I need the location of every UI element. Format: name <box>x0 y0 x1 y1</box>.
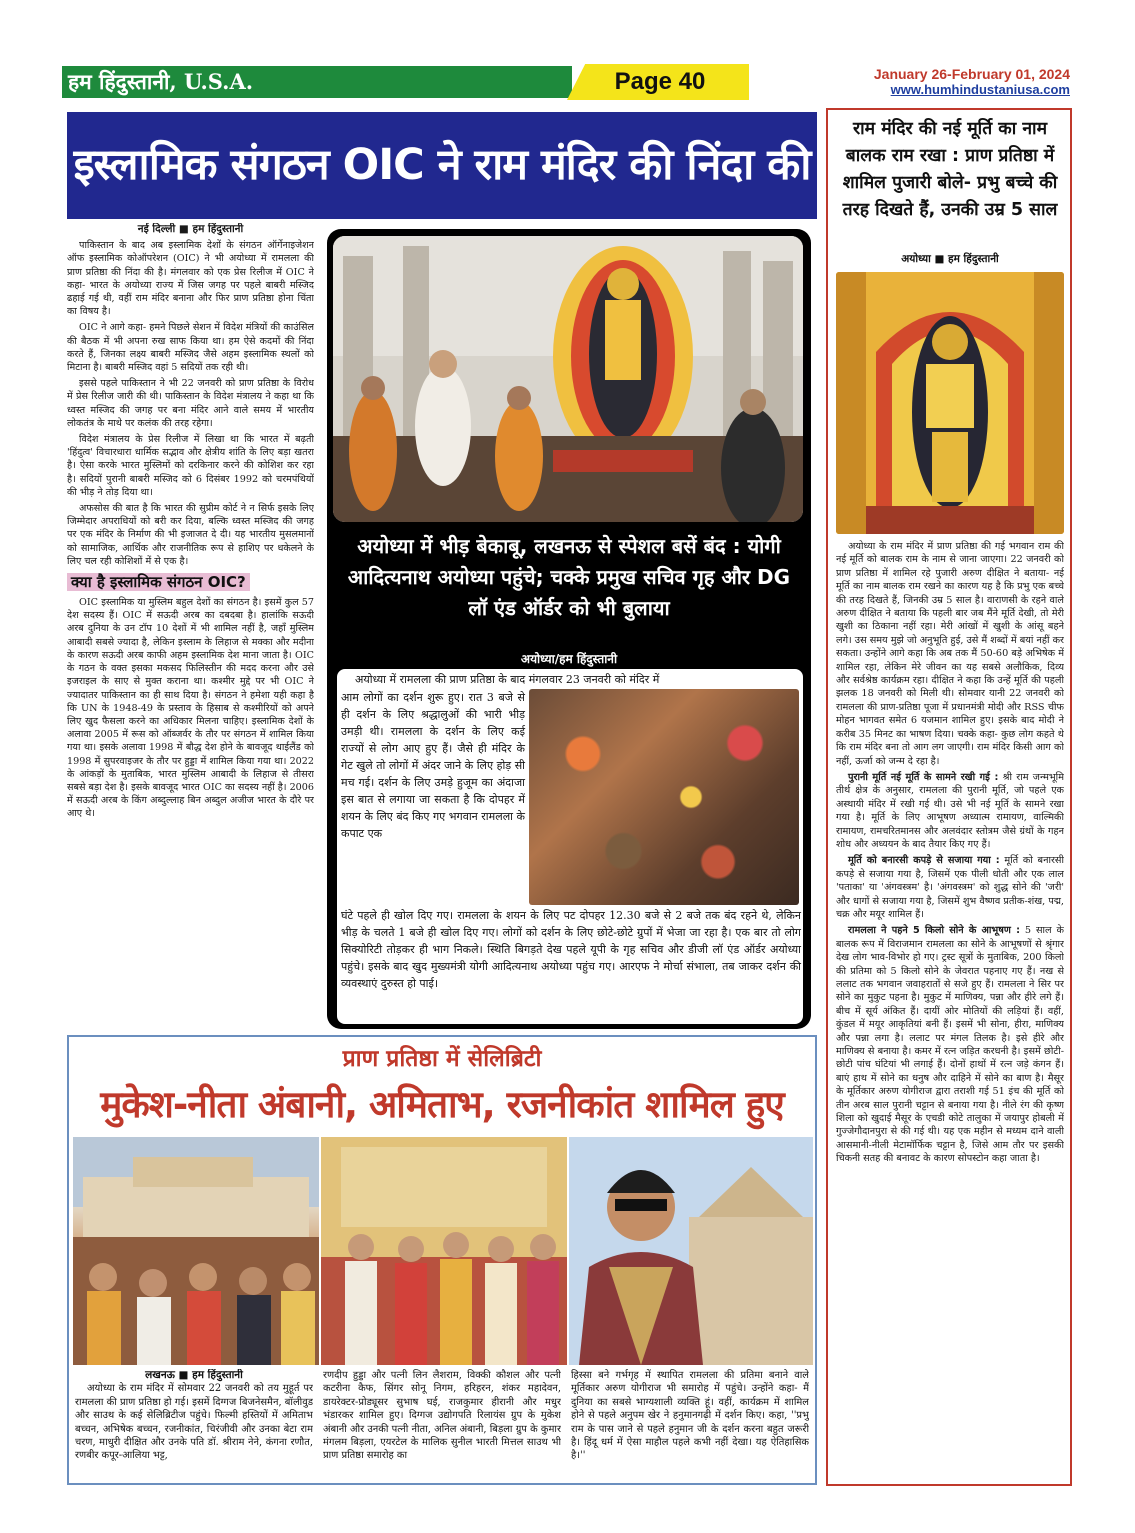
inline-subhead: पुरानी मूर्ति नई मूर्ति के सामने रखी गई : <box>848 771 999 783</box>
inline-subhead: मूर्ति को बनारसी कपड़े से सजाया गया : <box>848 855 1000 867</box>
celebrity-photo-portrait <box>569 1137 813 1365</box>
ceremony-illustration <box>333 236 803 522</box>
celebrity-title: मुकेश-नीता अंबानी, अमिताभ, रजनीकांत शामिल हुए <box>100 1083 784 1126</box>
paragraph-text: श्री राम जन्मभूमि तीर्थ क्षेत्र के अनुसार, रामलला की पुरानी मूर्ति, जो पहले एक अस्थायी मंदिर में रखी गई थी। उसे भी नई मूर्ति के सामने रखा गया है। मूर्ति के लिए आभूषण अध्यात्म रामायण, वाल्मिकी रामायण, रामचरितमानस और अलवंदार स्तोत्रम जैसे ग्रंथों के गहन शोध और अध्ययन के बाद तैयार किए गए हैं। <box>836 771 1064 850</box>
idol-illustration <box>836 272 1064 534</box>
balak-ram-article <box>826 108 1072 1486</box>
oic-paragraph: अफसोस की बात है कि भारत की सुप्रीम कोर्ट ने न सिर्फ इसके लिए जिम्मेदार अपराधियों को बरी कर दिया, बल्कि ध्वस्त मस्जिद की जगह पर एक मंदिर के निर्माण की भी इजाजत दे दी। यह भारतीय मुसलमानों को सामाजिक, आर्थिक और राजनीतिक रूप से हाशिए पर धकेलने के लिए चल रही कोशिशों में से एक है। <box>67 503 314 567</box>
oic-paragraph: विदेश मंत्रालय के प्रेस रिलीज में लिखा था कि भारत में बढ़ती 'हिंदुत्व' विचारधारा धार्मिक सद्भाव और क्षेत्रीय शांति के लिए बड़ा खतरा है। ऐसा करके भारत मुस्लिमों को दरकिनार करने की कोशिश कर रहा है। सदियों पुरानी बाबरी मस्जिद को 6 दिसंबर 1992 को चरमपंथियों की भीड़ ने तोड़ दिया था। <box>67 434 314 498</box>
issue-date: January 26-February 01, 2024 <box>873 66 1070 82</box>
masthead <box>62 64 1072 104</box>
masthead-brand: हम हिंदुस्तानी, U.S.A. <box>68 69 254 94</box>
celebrity-column <box>571 1369 809 1481</box>
oic-subhead-text: क्या है इस्लामिक संगठन OIC? <box>67 573 250 591</box>
ram-lalla-ceremony-photo <box>333 236 803 522</box>
celebrity-paragraph: हिस्सा बने गर्भगृह में स्थापित रामलला की प्रतिमा बनाने वाले मूर्तिकार अरुण योगीराज भी समारोह में पहुंचे। उन्होंने कहा- मैं दुनिया का सबसे भाग्यशाली व्यक्ति हूं। वहीं, कार्यक्रम में शामिल होने से पहले अनुपम खेर ने हनुमानगढ़ी में दर्शन किए। कहा, ''प्रभु राम के पास जाने से पहले हनुमान जी के दर्शन करना बहुत जरूरी है। हिंदू धर्म में ऐसा माहौल पहले कभी नहीं देखा। यह ऐतिहासिक है।'' <box>571 1370 809 1462</box>
paragraph-text: 5 साल के बालक रूप में विराजमान रामलला का सोने के आभूषणों से श्रृंगार देख लोग भाव-विभोर हो गए। ट्रस्ट सूत्रों के मुताबिक, 200 किलो की प्रतिमा को 5 किलो सोने के जेवरात पहनाए गए हैं। नख से ललाट तक भगवान जवाहरातों से सजे हुए हैं। रामलला ने सिर पर सोने का मुकुट पहना है। मुकुट में माणिक्य, पन्ना और हीरे लगे हैं। बीच में सूर्य अंकित हैं। दायीं ओर मोतियों की लड़ियां हैं। वहीं, कुंडल में मयूर आकृतियां बनी हैं। इसमें भी सोना, हीरा, माणिक्य और पन्ना लगा है। ललाट पर मंगल तिलक है। इसे हीरे और माणिक्य से बनाया है। कमर में रत्न जड़ित करधनी है। इसमें छोटी-छोटी पांच घंटियां भी लगाई हैं। दोनों हाथों में रत्न जड़े कंगन हैं। बाएं हाथ में सोने का धनुष और दाहिने में सोने का बाण है। मैसूर के मूर्तिकार अरुण योगीराज द्वारा तराशी गई 51 इंच की मूर्ति को तीन अरब साल पुरानी चट्टान से बनाया गया है। नीले रंग की कृष्ण शिला को खुदाई मैसूर के एचडी कोटे तालुका में जयापुर होबली में गुज्जेगौदानपुरा से की गई थी। यह एक महीन से मध्यम दाने वाली आसमानी-नीली मेटामॉर्फिक चट्टान है, जिसे आम तौर पर इसकी चिकनी सतह की बनावट के कारण सोपस्टोन कहा जाता है। <box>836 925 1064 1165</box>
feature-body <box>337 669 803 1024</box>
celebrity-kicker: प्राण प्रतिष्ठा में सेलिब्रिटी <box>342 1046 542 1072</box>
balak-ram-paragraph <box>836 771 1064 851</box>
portrait-illustration <box>569 1137 813 1365</box>
celebrity-dateline: लखनऊ ■ हम हिंदुस्तानी <box>145 1369 243 1381</box>
paragraph-text: मूर्ति को बनारसी कपड़े से सजाया गया है, जिसमें एक पीली धोती और एक लाल 'पताका' या 'अंगवस्त्रम' है। 'अंगवस्त्रम' को शुद्ध सोने की 'जरी' और धागों से सजाया गया है, जिसमें शुभ वैष्णव प्रतीक-शंख, पद्म, चक्र और मयूर शामिल हैं। <box>836 855 1064 920</box>
celebrity-column <box>323 1369 561 1481</box>
oic-paragraph: OIC इस्लामिक या मुस्लिम बहुल देशों का संगठन है। इसमें कुल 57 देश सदस्य हैं। OIC में सऊदी अरब का दबदबा है। हालांकि सऊदी अरब दुनिया के उन टॉप 10 देशों में भी शामिल नहीं है, जहाँ मुस्लिम आबादी सबसे ज्यादा है, लेकिन इस्लाम के लिहाज से मक्का और मदीना के कारण सऊदी अरब काफी अहम इस्लामिक देश माना जाता है। OIC के गठन के वक्त इसका मकसद फिलिस्तीन की मदद करना और उसे इजराइल के साए से मुक्त कराना था। कश्मीर मुद्दे पर भी OIC ने ज्यादातर पाकिस्तान का ही साथ दिया है। संगठन ने हमेशा यही कहा है कि UN के 1948-49 के प्रस्ताव के हिसाब से कश्मीरियों को अपने लिए खुद फैसला करने का अधिकार मिलना चाहिए। इस्लामिक देशों के अलावा 2005 में रूस को ऑब्जर्वर के तौर पर संगठन में शामिल किया गया था। इसके अलावा 1998 में बौद्ध देश होने के बावजूद थाईलैंड को 1998 में सुपरवाइजर के तौर पर हुड्डा में शामिल किया गया था। 2022 के आंकड़ों के मुताबिक, भारत मुस्लिम आबादी के लिहाज से तीसरा सबसे बड़ा देश है। इसके बावजूद भारत OIC का सदस्य नहीं है। 2006 में सऊदी अरब के किंग अब्दुल्लाह बिन अब्दुल अजीज भारत के दौरे पर आए थे। <box>67 597 314 820</box>
celebrity-photo-ambani-family <box>321 1137 567 1365</box>
balak-ram-paragraph <box>836 924 1064 1165</box>
balak-ram-body <box>836 540 1064 1480</box>
devotee-crowd-photo <box>529 689 799 905</box>
balak-ram-paragraph: अयोध्या के राम मंदिर में प्राण प्रतिष्ठा की गई भगवान राम की नई मूर्ति को बालक राम के नाम से जाना जाएगा। 22 जनवरी को प्राण प्रतिष्ठा में शामिल रहे पुजारी अरुण दीक्षित ने बताया- नई मूर्ति का नाम बालक राम रखने का कारण यह है कि प्रभु एक बच्चे की तरह दिखते हैं, जिनकी उम्र 5 साल है। वाराणसी के रहने वाले अरुण दीक्षित ने बताया कि पहली बार जब मैंने मूर्ति देखी, तो मेरी खुशी का ठिकाना नहीं रहा। मेरी आंखों में खुशी के आंसू बहने लगे। उस समय मुझे जो अनुभूति हुई, उसे मैं शब्दों में बयां नहीं कर सकता। उन्होंने आगे कहा कि अब तक मैं 50-60 बड़े अभिषेक में शामिल रहा, लेकिन मेरे जीवन का यह सबसे अलौकिक, दिव्य और सर्वश्रेष्ठ कार्यक्रम रहा। दीक्षित ने कहा कि उन्हें मूर्ति की पहली झलक 18 जनवरी को मिली थी। सोमवार यानी 22 जनवरी को रामलला की प्राण-प्रतिष्ठा पूजा में प्रधानमंत्री मोदी और RSS चीफ मोहन भागवत समेत 6 यजमान शामिल हुए। इसके बाद मोदी ने करीब 35 मिनट का भाषण दिया। चक्के कहा- कुछ लोग कहते थे कि राम मंदिर बना तो आग लग जाएगी। राम मंदिर किसी आग को नहीं, ऊर्जा को जन्म दे रहा है। <box>836 541 1064 767</box>
balak-ram-paragraph <box>836 854 1064 921</box>
oic-paragraph: इससे पहले पाकिस्तान ने भी 22 जनवरी को प्राण प्रतिष्ठा के विरोध में प्रेस रिलीज जारी की थी। पाकिस्तान के विदेश मंत्रालय ने कहा था कि ध्वस्त मस्जिद की जगह पर बना मंदिर आने वाले समय में भारतीय लोकतंत्र के माथे पर कलंक की तरह रहेगा। <box>67 378 314 429</box>
feature-dateline: अयोध्या/हम हिंदुस्तानी <box>520 652 618 666</box>
celebrity-paragraph: अयोध्या के राम मंदिर में सोमवार 22 जनवरी को तय मुहूर्त पर रामलला की प्राण प्रतिष्ठा हो गई। इसमें दिग्गज बिजनेसमैन, बॉलीवुड और साउथ के कई सेलिब्रिटीज पहुंचे। फिल्मी हस्तियों में अमिताभ बच्चन, अभिषेक बच्चन, रजनीकांत, चिरंजीवी और उनका बेटा राम चरण, माधुरी दीक्षित और उनके पति डॉ. श्रीराम नेने, कंगना रणौत, रणबीर कपूर-आलिया भट्ट, <box>75 1383 313 1462</box>
ambani-family-illustration <box>321 1137 567 1365</box>
celebrity-section <box>67 1035 817 1485</box>
ram-lalla-idol-photo <box>836 272 1064 534</box>
feature-headline: अयोध्या में भीड़ बेकाबू, लखनऊ से स्पेशल बसें बंद : योगी आदित्यनाथ अयोध्या पहुंचे; चक्के प्रमुख सचिव गृह और DG लॉ एंड ऑर्डर को भी बुलाया <box>347 534 791 620</box>
oic-article <box>67 223 314 1033</box>
temple-crowd-illustration <box>73 1137 319 1365</box>
main-headline: इस्लामिक संगठन OIC ने राम मंदिर की निंदा की <box>67 112 817 219</box>
balak-ram-headline: राम मंदिर की नई मूर्ति का नाम बालक राम रखा : प्राण प्रतिष्ठा में शामिल पुजारी बोले- प्रभु बच्चे की तरह दिखते हैं, उनकी उम्र 5 साल <box>842 119 1058 220</box>
website-link[interactable]: www.humhindustaniusa.com <box>890 82 1070 97</box>
balak-ram-dateline: अयोध्या ■ हम हिंदुस्तानी <box>901 253 999 265</box>
oic-paragraph: पाकिस्तान के बाद अब इस्लामिक देशों के संगठन ऑर्गेनाइजेशन ऑफ इस्लामिक कोऑपरेशन (OIC) ने भी अयोध्या में रामलला की प्राण प्रतिष्ठा की निंदा की है। मंगलवार को एक प्रेस रिलीज में OIC ने कहा- भारत के अयोध्या राज्य में जिस जगह पर पहले बाबरी मस्जिद ढहाई गई थी, वहीं राम मंदिर बनाना और फिर प्राण प्रतिष्ठा होना चिंता का विषय है। <box>67 240 314 318</box>
ayodhya-crowd-feature <box>327 229 811 1029</box>
celebrity-paragraph: रणदीप हुड्डा और पत्नी लिन लैशराम, विक्की कौशल और पत्नी कटरीना कैफ, सिंगर सोनू निगम, हरिहरन, शंकर महादेवन, डायरेक्टर-प्रोड्यूसर सुभाष घई, राजकुमार हीरानी और मधुर भंडारकर शामिल हुए। दिग्गज उद्योगपति रिलायंस ग्रुप के मुकेश अंबानी और उनकी पत्नी नीता, अनिल अंबानी, बिड़ला ग्रुप के कुमार मंगलम बिड़ला, एयरटेल के मालिक सुनील भारती मित्तल साउथ भी प्राण प्रतिष्ठा समारोह का <box>323 1370 561 1462</box>
inline-subhead: रामलला ने पहने 5 किलो सोने के आभूषण : <box>848 925 1020 937</box>
feature-lead-text: अयोध्या में रामलला की प्राण प्रतिष्ठा के बाद मंगलवार 23 जनवरी को मंदिर में <box>355 673 660 686</box>
celebrity-photo-temple-crowd <box>73 1137 319 1365</box>
page-number: Page 40 <box>614 68 706 95</box>
celebrity-column <box>75 1369 313 1481</box>
oic-subhead <box>67 571 314 593</box>
feature-text-bottom: घंटे पहले ही खोल दिए गए। रामलला के शयन के लिए पट दोपहर 12.30 बजे से 2 बजे तक बंद रहने थे, लेकिन भीड़ के चलते 1 बजे ही खोल दिए गए। लोगों को दर्शन के लिए छोटे-छोटे ग्रुपों में भेजा जा रहा है। एक बार तो लोग सिक्योरिटी तोड़कर ही भाग निकले। स्थिति बिगड़ते देख पहले यूपी के गृह सचिव और डीजी लॉ एंड ऑर्डर अयोध्या पहुंचे। इसके बाद खुद मुख्यमंत्री योगी आदित्यनाथ अयोध्या पहुंच गए। आरएफ ने मोर्चा संभाला, तब जाकर दर्शन की व्यवस्थाएं दुरुस्त हो पाई। <box>341 909 801 990</box>
oic-paragraph: OIC ने आगे कहा- हमने पिछले सेशन में विदेश मंत्रियों की काउंसिल की बैठक में भी अपना रुख साफ किया था। हम ऐसे कदमों की निंदा करते हैं, जिनका लक्ष्य बाबरी मस्जिद जैसे अहम इस्लामिक स्थलों को मिटाना है। बाबरी मस्जिद वहां 5 सदियों तक रही थी। <box>67 322 314 374</box>
feature-text-left: आम लोगों का दर्शन शुरू हुए। रात 3 बजे से ही दर्शन के लिए श्रद्धालुओं की भारी भीड़ उमड़ी थी। रामलला के दर्शन के लिए कई राज्यों से लोग आए हुए हैं। जैसे ही मंदिर के गेट खुले तो लोगों में अंदर जाने के लिए होड़ सी मच गई। दर्शन के लिए उमड़े हुजूम का अंदाजा इस बात से लगाया जा सकता है कि दोपहर में शयन के लिए बंद किए गए भगवान रामलला के कपाट एक <box>341 691 525 840</box>
oic-dateline: नई दिल्ली ■ हम हिंदुस्तानी <box>137 223 244 235</box>
